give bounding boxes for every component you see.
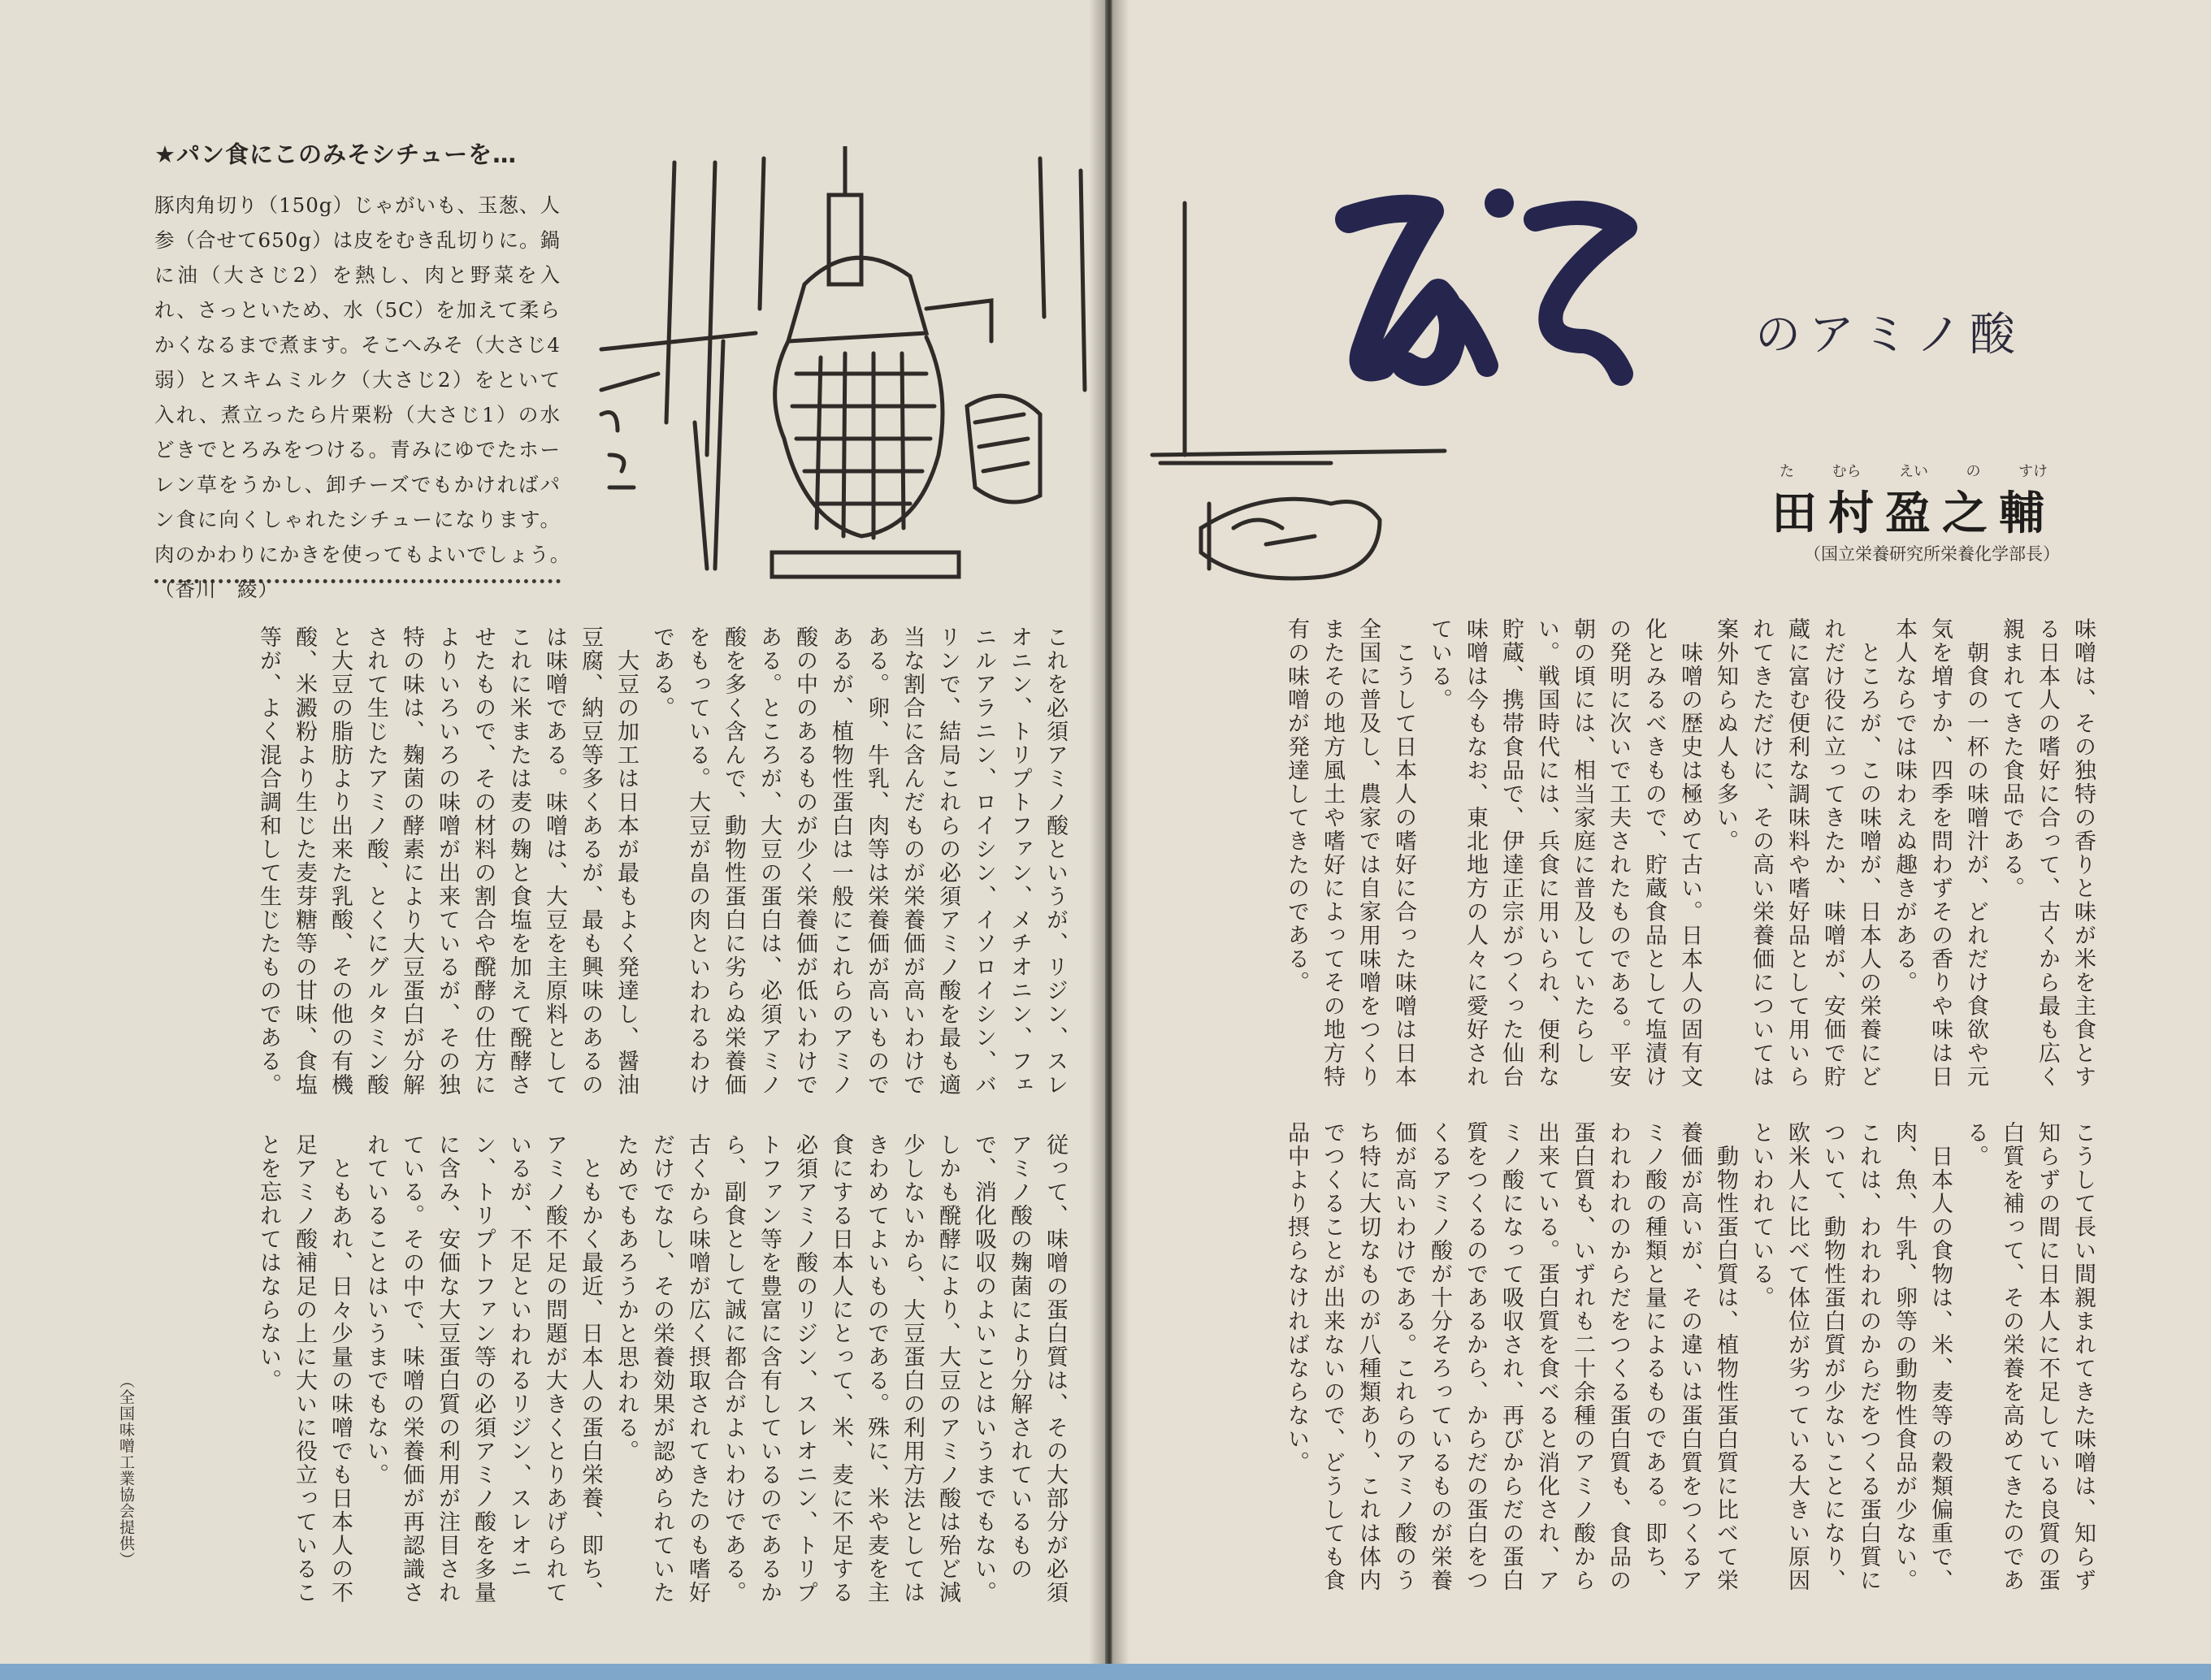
- right-lower-text: こうして長い間親まれてきた味噌は、知らず知らずの間に日本人に不足している良質の蛋白質を補って、その栄養を高めてきたのである。 日本人の食物は、米、麦等の穀類偏重で、肉、魚、牛乳、卵等の動物性食品が少ない。これは、われわれのからだをつくる蛋白質について、動物性蛋白質が少ないことになり、欧米人に比べて体位が劣っている大きい原因といわれている。 動物性蛋白質は、植物性蛋白質に比べて栄養価が高いが、その違いは蛋白質をつくるアミノ酸の種類と量によるものである。即ち、われわれのからだをつくる蛋白質も、食品の蛋白質も、いずれも二十余種のアミノ酸から出来ている。蛋白質を食べると消化され、アミノ酸になって吸収され、再びからだの蛋白質をつくるのであるから、からだの蛋白をつくるアミノ酸が十分そろっているものが栄養価が高いわけである。これらのアミノ酸のうち特に大切なものが八種類あり、これは体内でつくることが出来ないので、どうしても食品中より摂らなければならない。: [1284, 1121, 2096, 1592]
- left-page: [0, 0, 1105, 1680]
- author-affiliation: （国立栄養研究所栄養化学部長）: [1804, 544, 2060, 564]
- ruby-5: すけ: [2018, 463, 2048, 480]
- recipe-title: ★パン食にこのみそシチューを…: [154, 141, 518, 168]
- author-name: 田村盈之輔: [1771, 487, 2056, 540]
- ruby-2: むら: [1832, 463, 1862, 480]
- recipe-box: [154, 136, 582, 601]
- right-upper-text: 味噌は、その独特の香りと味が米を主食とする日本人の嗜好に合って、古くから最も広く親まれてきた食品である。 朝食の一杯の味噌汁が、どれだけ食欲や元気を増すか、四季を問わずその香りや味は日本人ならでは味わえぬ趣きがある。 ところが、この味噌が、日本人の栄養にどれだけ役に立ってきたか、味噌が、安価で貯蔵に富む便利な調味料や嗜好品として用いられてきただけに、その高い栄養価については案外知らぬ人も多い。 味噌の歴史は極めて古い。日本人の固有文化とみるべきもので、貯蔵食品として塩漬けの発明に次いで工夫されたものである。平安朝の頃には、相当家庭に普及していたらしい。戦国時代には、兵食に用いられ、便利な貯蔵、携帯食品で、伊達正宗がつくった仙台味噌は今もなお、東北地方の人々に愛好されている。 こうして日本人の嗜好に合った味噌は日本全国に普及し、農家では自家用味噌をつくりまたその地方風土や嗜好によってその地方特有の味噌が発達してきたのである。: [1284, 617, 2096, 1089]
- book-gutter: [1089, 0, 1129, 1680]
- credit-text: （全国味噌工業協会提供）: [117, 1373, 135, 1568]
- miso-title-logo: [1333, 171, 1674, 406]
- ruby-3: えい: [1899, 463, 1928, 480]
- background-strip: [0, 1664, 2211, 1680]
- ruby-1: た: [1780, 463, 1794, 480]
- left-lower-text: 従って、味噌の蛋白質は、その大部分が必須アミノ酸の麹菌により分解されているもので、消化吸収のよいことはいうまでもない。しかも醗酵により、大豆のアミノ酸は殆ど減少しないから、大豆蛋白の利用方法としてはきわめてよいものである。殊に、米や麦を主食にする日本人にとって、米、麦に不足する必須アミノ酸のリジン、スレオニン、トリプトファン等を豊富に含有しているのであるから、副食として誠に都合がよいわけである。古くから味噌が広く摂取されてきたのも嗜好だけでなし、その栄養効果が認められていたためでもあろうかと思われる。 ともかく最近、日本人の蛋白栄養、即ち、アミノ酸不足の問題が大きくとりあげられているが、不足といわれるリジン、スレオニン、トリプトファン等の必須アミノ酸を多量に含み、安価な大豆蛋白質の利用が注目されている。その中で、味噌の栄養価が再認識されていることはいうまでもない。 ともあれ、日々少量の味噌でも日本人の不足アミノ酸補足の上に大いに役立っていることを忘れてはならない。: [256, 1133, 1068, 1604]
- subtitle: のアミノ酸: [1755, 309, 2023, 362]
- ruby-4: の: [1966, 463, 1981, 480]
- recipe-body: 豚肉角切り（150g）じゃがいも、玉葱、人参（合せて650g）は皮をむき乱切りに。鍋に油（大さじ2）を熱し、肉と野菜を入れ、さっといため、水（5C）を加えて柔らかくなるまで煮ます。そこへみそ（大さじ4弱）とスキムミルク（大さじ2）をといて入れ、煮立ったら片栗粉（大さじ1）の水どきでとろみをつける。青みにゆでたホーレン草をうかし、卸チーズでもかければパン食に向くしゃれたシチューになります。肉のかわりにかきを使ってもよいでしょう。 （香川 綾）: [154, 193, 582, 601]
- stove-illustration: [585, 146, 1105, 601]
- left-upper-text: これを必須アミノ酸というが、リジン、スレオニン、トリプトファン、メチオニン、フェニルアラニン、ロイシン、イソロイシン、バリンで、結局これらの必須アミノ酸を最も適当な割合に含んだものが栄養価が高いわけである。卵、牛乳、肉等は栄養価が高いものであるが、植物性蛋白は一般にこれらのアミノ酸の中のあるものが少く栄養価が低いわけである。ところが、大豆の蛋白は、必須アミノ酸を多く含んで、動物性蛋白に劣らぬ栄養価をもっている。大豆が畠の肉といわれるわけである。 大豆の加工は日本が最もよく発達し、醤油豆腐、納豆等多くあるが、最も興味のあるのは味噌である。味噌は、大豆を主原料としてこれに米または麦の麹と食塩を加えて醗酵させたもので、その材料の割合や醗酵の仕方によりいろいろの味噌が出来ているが、その独特の味は、麹菌の酵素により大豆蛋白が分解されて生じたアミノ酸、とくにグルタミン酸と大豆の脂肪より出来た乳酸、その他の有機酸、米澱粉より生じた麦芽糖等の甘味、食塩等が、よく混合調和して生じたものである。: [256, 626, 1068, 1097]
